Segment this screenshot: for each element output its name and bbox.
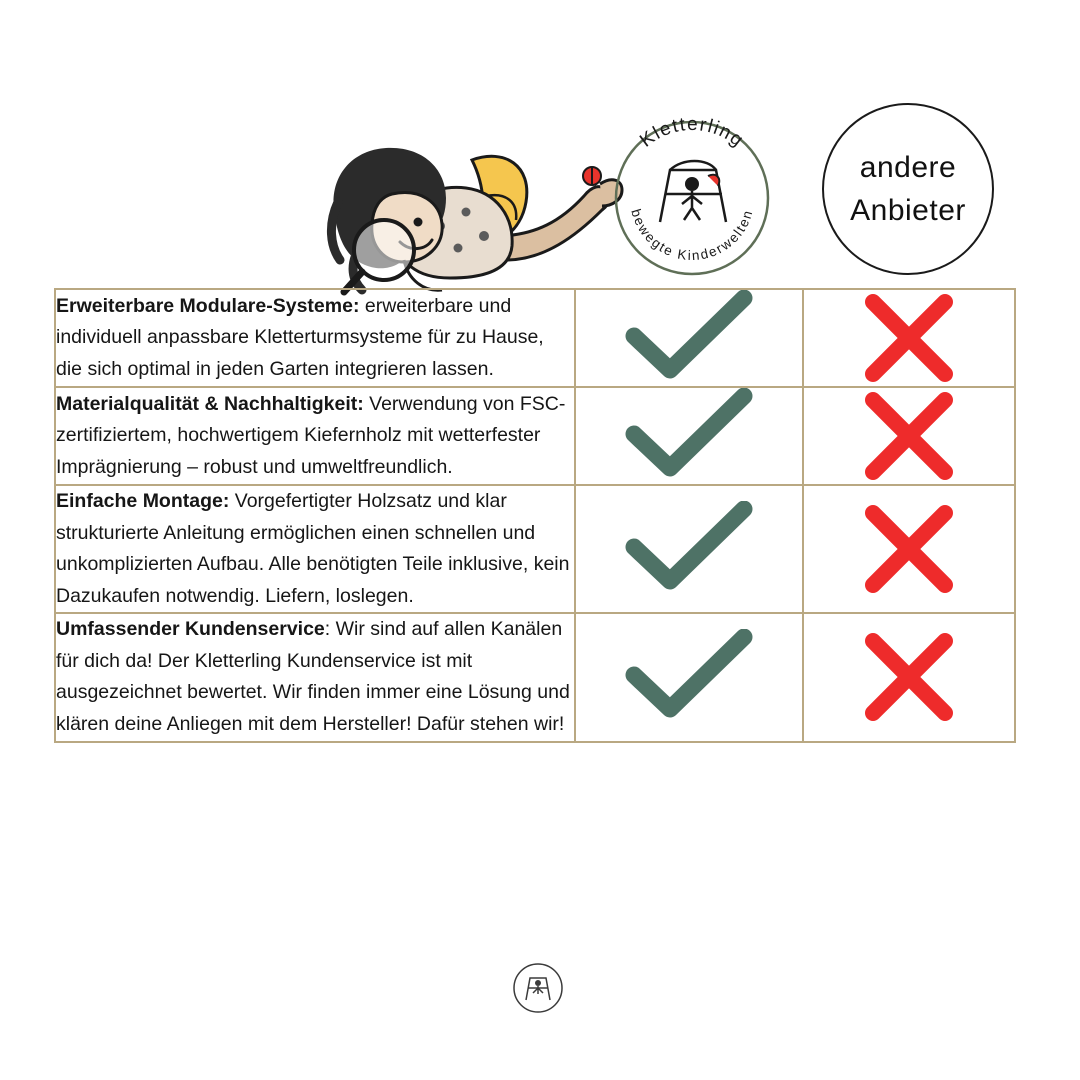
- feature-body: Verwendung von FSC-zertifiziertem, hochwertigem Kiefernholz mit wetterfester Imprägnierung – robust und umweltfreundlich.: [56, 392, 566, 478]
- feature-body: : Wir sind auf allen Kanälen für dich da! Der Kletterling Kundenservice ist mit ausgezeichnet bewertet. Wir finden immer eine Lösung und klären deine Anliegen mit dem Hersteller! Dafür stehen wir!: [56, 618, 570, 736]
- stamp-logo-icon: [512, 962, 564, 1014]
- feature-title: Einfache Montage:: [56, 490, 230, 512]
- other-provider-line1: andere: [859, 150, 957, 184]
- cross-icon: [804, 388, 1014, 484]
- table-row: [55, 387, 1015, 485]
- feature-title: Umfassender Kundenservice: [56, 618, 325, 641]
- kletterling-mark-cell: [575, 613, 803, 741]
- feature-body: Vorgefertigter Holzsatz und klar strukturierte Anleitung ermöglichen einen schnellen und unkomplizierten Aufbau. Alle benötigten Teile inklusive, kein Dazukaufen notwendig. Liefern, loslegen.: [56, 490, 570, 607]
- kletterling-mark-cell: [575, 485, 803, 613]
- feature-cell: [55, 613, 575, 741]
- others-mark-cell: [803, 485, 1015, 613]
- other-provider-line2: Anbieter: [850, 194, 966, 227]
- feature-title: Materialqualität & Nachhaltigkeit:: [56, 392, 364, 415]
- others-mark-cell: [803, 387, 1015, 485]
- feature-text: [56, 291, 574, 386]
- others-mark-cell: [803, 289, 1015, 387]
- check-icon: [576, 290, 802, 386]
- kletterling-mark-cell: [575, 387, 803, 485]
- check-icon: [576, 388, 802, 484]
- feature-body: erweiterbare und individuell anpassbare Kletterturmsysteme für zu Hause, die sich optimal in jeden Garten integrieren lassen.: [56, 294, 544, 380]
- feature-cell: [55, 387, 575, 485]
- table-row: [55, 613, 1015, 741]
- girl-with-magnifier-illustration: [300, 140, 640, 310]
- other-provider-badge: [822, 103, 994, 275]
- kletterling-logo: [604, 110, 780, 286]
- cross-icon: [804, 629, 1014, 725]
- feature-text: [56, 614, 574, 740]
- feature-text: [56, 486, 574, 612]
- header: [0, 0, 1080, 288]
- comparison-table: [54, 288, 1016, 743]
- feature-cell: [55, 289, 575, 387]
- check-icon: [576, 501, 802, 597]
- svg-text:Kletterling: Kletterling: [636, 113, 748, 152]
- feature-cell: [55, 485, 575, 613]
- kletterling-mark-cell: [575, 289, 803, 387]
- table-row: [55, 485, 1015, 613]
- table-row: [55, 289, 1015, 387]
- cross-icon: [804, 290, 1014, 386]
- cross-icon: [804, 501, 1014, 597]
- others-mark-cell: [803, 613, 1015, 741]
- feature-title: Erweiterbare Modulare-Systeme:: [56, 294, 360, 317]
- feature-text: [56, 389, 574, 484]
- check-icon: [576, 629, 802, 725]
- svg-text:bewegte Kinderwelten: bewegte Kinderwelten: [628, 207, 756, 264]
